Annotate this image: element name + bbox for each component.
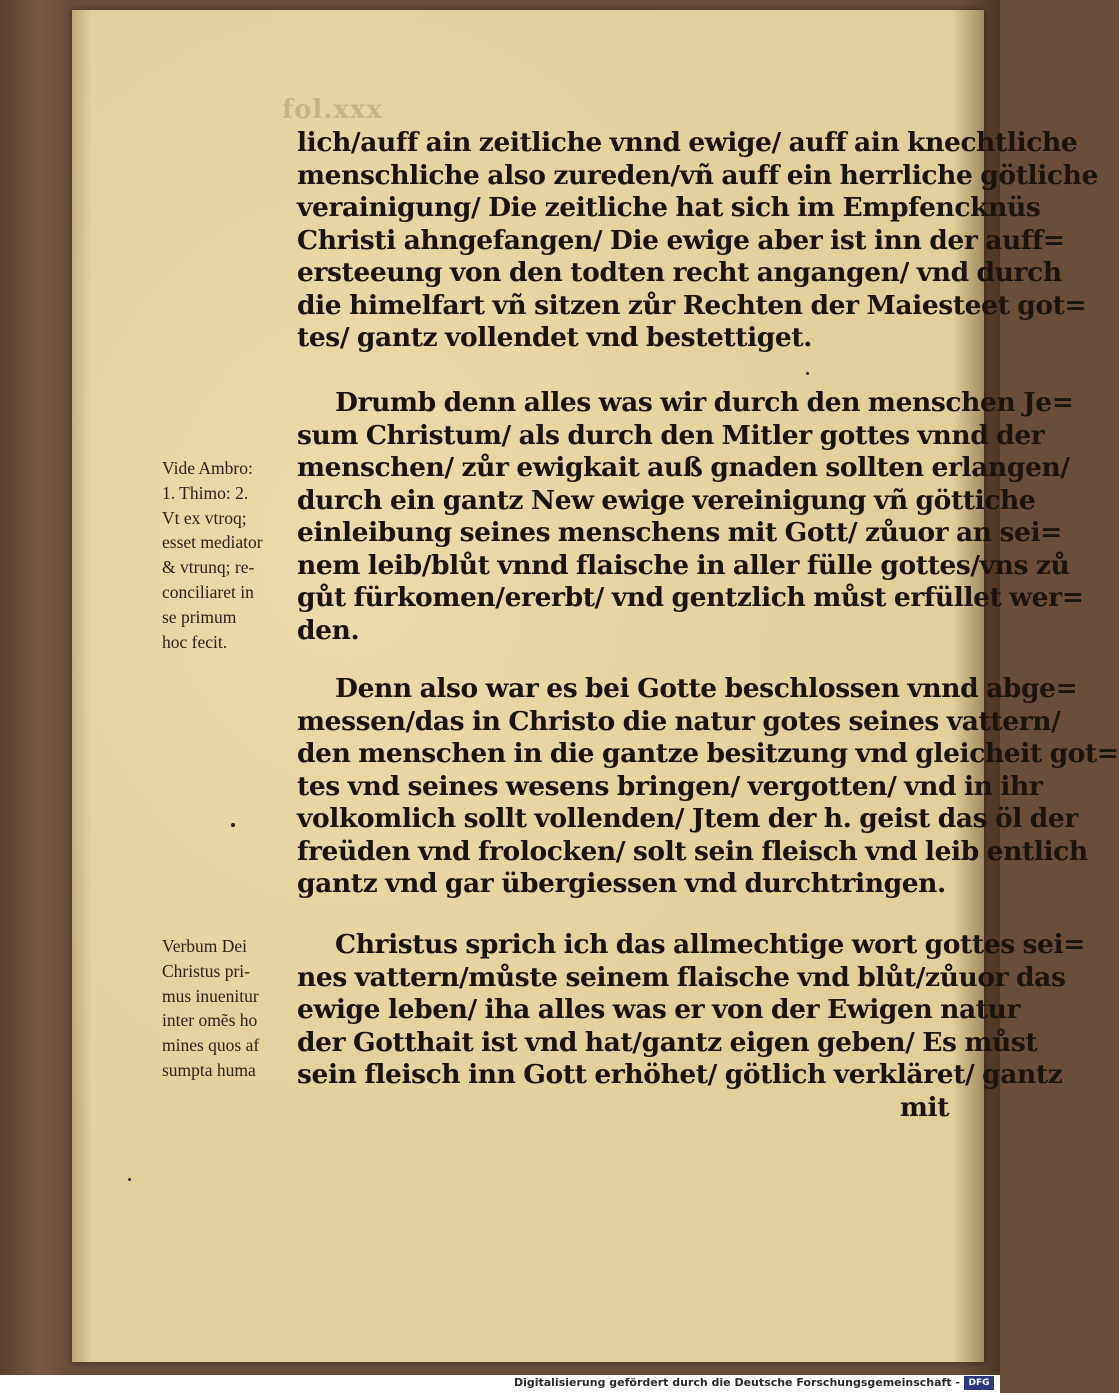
margin-line: hoc fecit. [162,631,228,652]
text-line: Christus sprich ich das allmechtige wort gottes sei= [335,929,1085,960]
text-line: den. [297,614,360,646]
margin-line: inter omẽs ho [162,1010,258,1031]
text-line: ewige leben/ iha alles was er von der Ewigen natur [297,994,1021,1025]
text-line: durch ein gantz New ewige vereinigung vñ göttiche [297,484,1036,516]
funding-credit: Digitalisierung gefördert durch die Deutsche Forschungsgemeinschaft - [513,1376,960,1389]
ink-speck [128,1178,131,1181]
margin-line: Vide Ambro: [162,458,253,478]
catchword: mit [899,1091,949,1123]
text-line: den menschen in die gantze besitzung vnd gleicheit got= [297,738,1119,769]
text-line: verainigung/ Die zeitliche hat sich im Empfencknüs [297,192,1041,223]
margin-line: 1. Thimo: 2. [162,482,249,503]
margin-line: conciliaret in [162,581,254,602]
text-line: sum Christum/ als durch den Mitler gottes vnnd der [297,419,1045,451]
margin-line: se primum [162,606,237,627]
text-line: einleibung seines menschens mit Gott/ zůuor an sei= [297,517,1062,548]
text-line: lich/auff ain zeitliche vnnd ewige/ auff ain knechtliche [297,127,1078,158]
text-line: gantz vnd gar übergiessen vnd durchtringen. [297,868,946,899]
text-line: der Gotthait ist vnd hat/gantz eigen geben/ Es můst [297,1026,1038,1058]
text-line: menschliche also zureden/vñ auff ein herrliche götliche [297,159,1098,191]
text-line: freüden vnd frolocken/ solt sein fleisch vnd leib entlich [297,835,1088,867]
margin-line: Verbum Dei [162,936,248,956]
text-line: Christi ahngefangen/ Die ewige aber ist inn der auff= [297,224,1065,256]
paragraph-2 [297,387,1084,647]
margin-line: mines quos af [162,1035,260,1056]
paragraph-1 [297,127,1098,355]
margin-line: mus inuenitur [162,985,259,1006]
text-line: die himelfart vñ sitzen zůr Rechten der Maiesteet got= [297,289,1087,321]
text-line: gůt fürkomen/ererbt/ vnd gentzlich můst erfüllet wer= [297,582,1084,613]
text-line: nem leib/blůt vnnd flaische in aller fülle gottes/vns zů [297,549,1070,581]
margin-line: Vt ex vtroq; [162,507,247,528]
text-line: menschen/ zůr ewigkait auß gnaden sollten erlangen/ [297,452,1070,483]
text-line: volkomlich sollt vollenden/ Jtem der h. geist das öl der [297,803,1078,834]
dfg-logo: DFG [964,1376,994,1390]
ink-speck [806,372,809,375]
marginal-note-2 [162,934,292,1083]
text-line: messen/das in Christo die natur gotes seines vattern/ [297,705,1061,737]
margin-line: sumpta huma [162,1059,256,1080]
margin-line: Christus pri- [162,960,250,981]
paragraph-4 [297,929,1085,1124]
text-line: tes vnd seines wesens bringen/ vergotten/ vnd in ihr [297,770,1043,802]
margin-line: esset mediator [162,532,263,553]
ink-speck [231,823,235,827]
text-line: sein fleisch inn Gott erhöhet/ götlich verkläret/ gantz [297,1059,1063,1090]
marginal-note-1 [162,456,292,654]
text-line: Denn also war es bei Gotte beschlossen vnnd abge= [335,673,1078,704]
paragraph-3 [297,673,1119,901]
running-header: fol.xxx [282,95,383,125]
text-line: tes/ gantz vollendet vnd bestettiget. [297,322,813,353]
text-line: Drumb denn alles was wir durch den menschen Je= [335,387,1074,418]
text-line: ersteeung von den todten recht angangen/ vnd durch [297,257,1062,288]
text-line: nes vattern/můste seinem flaische vnd blůt/zůuor das [297,961,1066,993]
margin-line: & vtrunq; re- [162,557,255,578]
